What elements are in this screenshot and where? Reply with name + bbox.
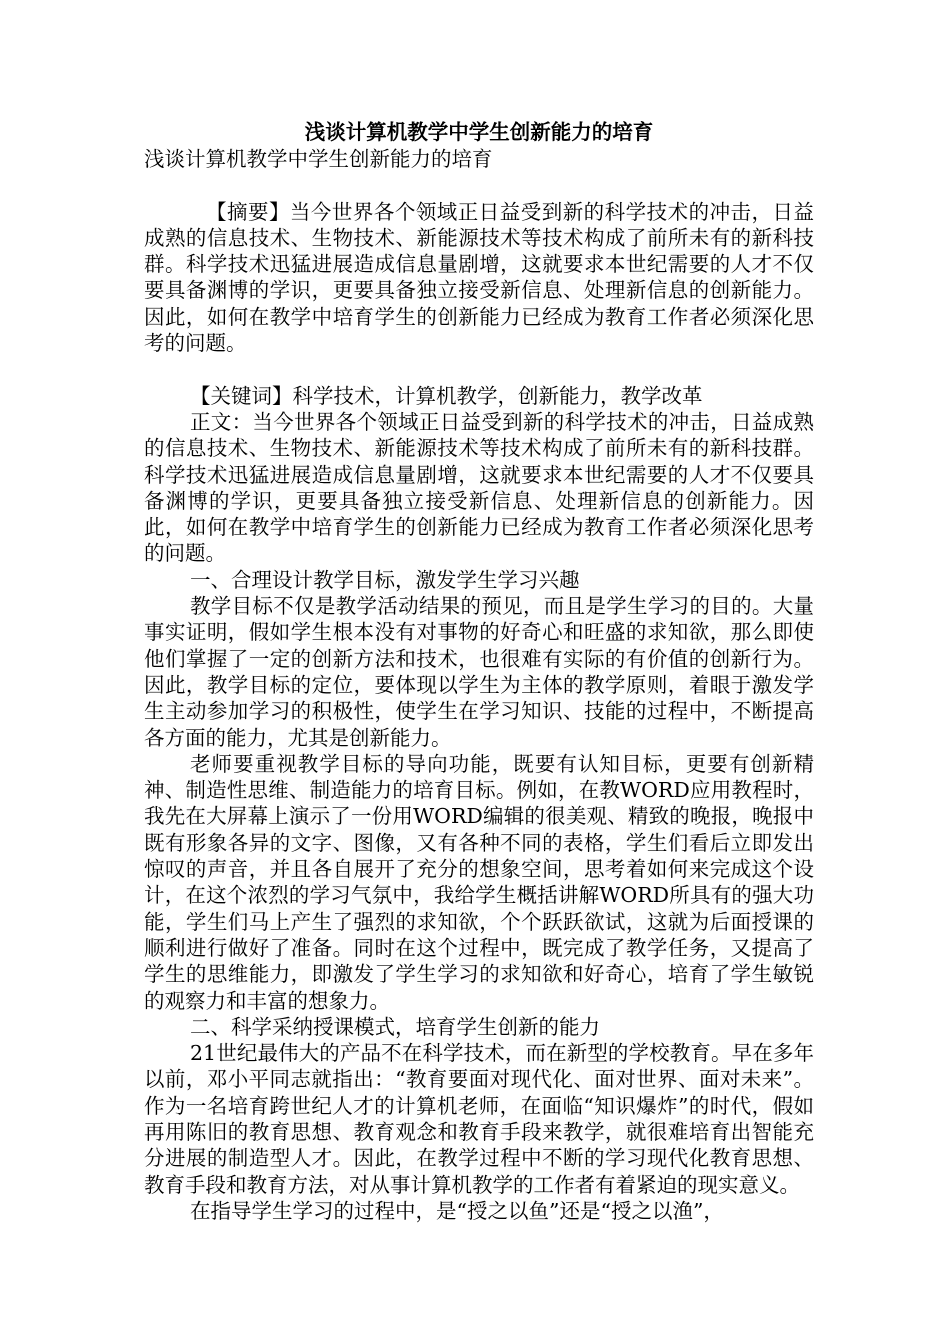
keywords-line: 【关键词】科学技术，计算机教学，创新能力，教学改革 xyxy=(190,383,703,408)
body-paragraph: 老师要重视教学目标的导向功能，既要有认知目标，更要有创新精神、制造性思维、制造能力的培育目标。例如，在教WORD应用教程时，我先在大屏幕上演示了一份用WORD编辑的很美观、精致的晚报，晚报中既有形象各异的文字、图像，又有各种不同的表格，学生们看后立即发出惊叹的声音，并且各自展开了充分的想象空间，思考着如何来完成这个设计，在这个浓烈的学习气氛中，我给学生概括讲解WORD所具有的强大功能，学生们马上产生了强烈的求知欲，个个跃跃欲试，这就为后面授课的顺利进行做好了准备。同时在这个过程中，既完成了教学任务，又提高了学生的思维能力，即激发了学生学习的求知欲和好奇心，培育了学生敏锐的观察力和丰富的想象力。 xyxy=(144,751,814,1013)
body-paragraph: 在指导学生学习的过程中，是“授之以鱼”还是“授之以渔”， xyxy=(190,1198,724,1223)
document-page xyxy=(144,118,814,1224)
body-paragraph: 21世纪最伟大的产品不在科学技术，而在新型的学校教育。早在多年以前，邓小平同志就指出：“教育要面对现代化、面对世界、面对未来”。作为一名培育跨世纪人才的计算机老师，在面临“知识爆炸”的时代，假如再用陈旧的教育思想、教育观念和教育手段来教学，就很难培育出智能充分进展的制造型人才。因此，在教学过程中不断的学习现代化教育思想、教育手段和教育方法，对从事计算机教学的工作者有着紧迫的现实意义。 xyxy=(144,1041,814,1197)
section-heading: 一、合理设计教学目标，激发学生学习兴趣 xyxy=(190,567,580,592)
body-paragraph: 正文：当今世界各个领域正日益受到新的科学技术的冲击，日益成熟的信息技术、生物技术、新能源技术等技术构成了前所未有的新科技群。科学技术迅猛进展造成信息量剧增，这就要求本世纪需要的人才不仅要具备渊博的学识，更要具备独立接受新信息、处理新信息的创新能力。因此，如何在教学中培育学生的创新能力已经成为教育工作者必须深化思考的问题。 xyxy=(144,409,814,566)
abstract-paragraph: 【摘要】当今世界各个领域正日益受到新的科学技术的冲击，日益成熟的信息技术、生物技术、新能源技术等技术构成了前所未有的新科技群。科学技术迅猛进展造成信息量剧增，这就要求本世纪需要的人才不仅要具备渊博的学识，更要具备独立接受新信息、处理新信息的创新能力。因此，如何在教学中培育学生的创新能力已经成为教育工作者必须深化思考的问题。 xyxy=(144,199,814,356)
section-heading: 二、科学采纳授课模式，培育学生创新的能力 xyxy=(190,1014,600,1039)
blank-line xyxy=(144,356,814,382)
blank-line xyxy=(144,172,814,198)
body-paragraph: 教学目标不仅是教学活动结果的预见，而且是学生学习的目的。大量事实证明，假如学生根本没有对事物的好奇心和旺盛的求知欲，那么即使他们掌握了一定的创新方法和技术，也很难有实际的有价值的创新行为。因此，教学目标的定位，要体现以学生为主体的教学原则，着眼于激发学生主动参加学习的积极性，使学生在学习知识、技能的过程中，不断提高各方面的能力，尤其是创新能力。 xyxy=(144,594,814,750)
document-subtitle: 浅谈计算机教学中学生创新能力的培育 xyxy=(144,147,493,171)
document-title: 浅谈计算机教学中学生创新能力的培育 xyxy=(304,120,654,144)
